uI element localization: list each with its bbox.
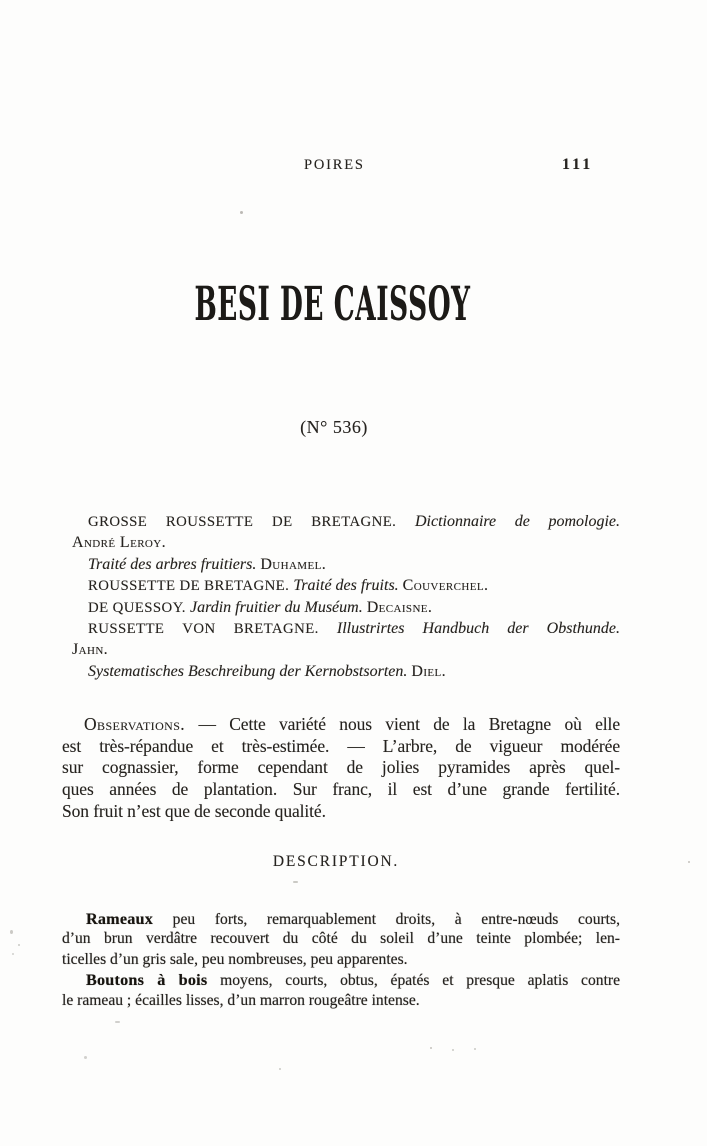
synonym-name: GROSSE ROUSSETTE DE BRETAGNE. (88, 514, 415, 530)
source-title: Jardin fruitier du Muséum. (189, 598, 367, 616)
text-line (62, 950, 620, 970)
scan-speck (688, 861, 690, 863)
text-segment: Son fruit n’est que de seconde qualité. (62, 800, 326, 821)
text-line (62, 736, 620, 758)
synonym-line (72, 661, 620, 682)
source-author: Decaisne. (366, 598, 433, 616)
source-author: Diel. (411, 662, 447, 680)
text-segment: le rameau ; écailles lisses, d’un marron rougeâtre intense. (62, 991, 420, 1009)
text-line (62, 757, 620, 779)
text-segment: ques années de plantation. Sur franc, il est d’une grande fertilité. (62, 779, 620, 800)
description-heading: DESCRIPTION. (272, 853, 400, 870)
scan-speck (10, 930, 13, 934)
synonym-line (72, 639, 620, 660)
synonym-name: DE QUESSOY. (88, 599, 190, 616)
synonym-name: ROUSSETTE DE BRETAGNE. (88, 578, 294, 595)
synonym-line (72, 575, 620, 596)
source-title: Traité des arbres fruitiers. (88, 555, 261, 573)
synonym-line (72, 554, 620, 575)
text-segment: sur cognassier, forme cependant de jolies pyramides après quel- (62, 757, 620, 778)
text-line (62, 970, 620, 990)
source-author: Duhamel. (260, 555, 327, 573)
paragraph-lead-rameaux: Rameaux (86, 910, 154, 928)
scan-speck (430, 1047, 432, 1049)
source-title: Traité des fruits. (293, 577, 403, 595)
variety-title-text: BESI DE CAISSOY (193, 277, 471, 332)
source-title: Dictionnaire de pomologie. (414, 513, 620, 530)
text-line (62, 991, 620, 1011)
scan-speck (474, 1048, 476, 1050)
text-line (62, 779, 620, 801)
source-title: Illustrirtes Handbuch der Obsthunde. (336, 619, 621, 637)
scan-speck (115, 1021, 120, 1023)
synonym-line (72, 532, 620, 553)
synonym-list (72, 511, 620, 682)
source-title: Systematisches Beschreibung der Kernobstsorten. (88, 662, 412, 680)
source-author: André Leroy. (72, 534, 167, 552)
observations-paragraph (62, 714, 620, 822)
running-header-title: POIRES (304, 157, 365, 173)
scan-speck (293, 881, 298, 883)
synonym-line (72, 597, 620, 618)
synonym-line (72, 618, 620, 639)
text-segment: — Cette variété nous vient de la Bretagne où elle (185, 714, 620, 734)
description-section (62, 909, 620, 1011)
source-author: Jahn. (72, 641, 109, 659)
variety-number: (N° 536) (300, 417, 368, 437)
text-segment: ticelles d’un gris sale, peu nombreuses, peu apparentes. (62, 950, 408, 968)
page-number: 111 (562, 156, 594, 173)
observations-label: Observations. (84, 714, 186, 734)
synonym-line (72, 511, 620, 532)
text-line (62, 801, 620, 823)
text-line (62, 714, 620, 736)
scan-speck (18, 944, 20, 946)
scan-speck (279, 1068, 281, 1070)
text-segment: d’un brun verdâtre recouvert du côté du soleil d’une teinte plombée; len- (62, 930, 620, 948)
text-segment: peu forts, remarquablement droits, à entre-nœuds courts, (153, 911, 620, 928)
scan-speck (452, 1049, 454, 1051)
text-segment: est très-répandue et très-estimée. — L’arbre, de vigueur modérée (62, 735, 620, 756)
text-line (62, 909, 620, 929)
variety-title (0, 277, 664, 332)
scan-speck (84, 1056, 87, 1059)
scan-speck (240, 211, 243, 214)
source-author: Couverchel. (402, 577, 489, 595)
scan-speck (12, 953, 14, 955)
paragraph-lead-boutons: Boutons à bois (86, 971, 208, 990)
text-segment: moyens, courts, obtus, épatés et presque aplatis contre (207, 972, 621, 990)
text-line (62, 929, 620, 949)
synonym-name: RUSSETTE VON BRETAGNE. (88, 620, 337, 637)
